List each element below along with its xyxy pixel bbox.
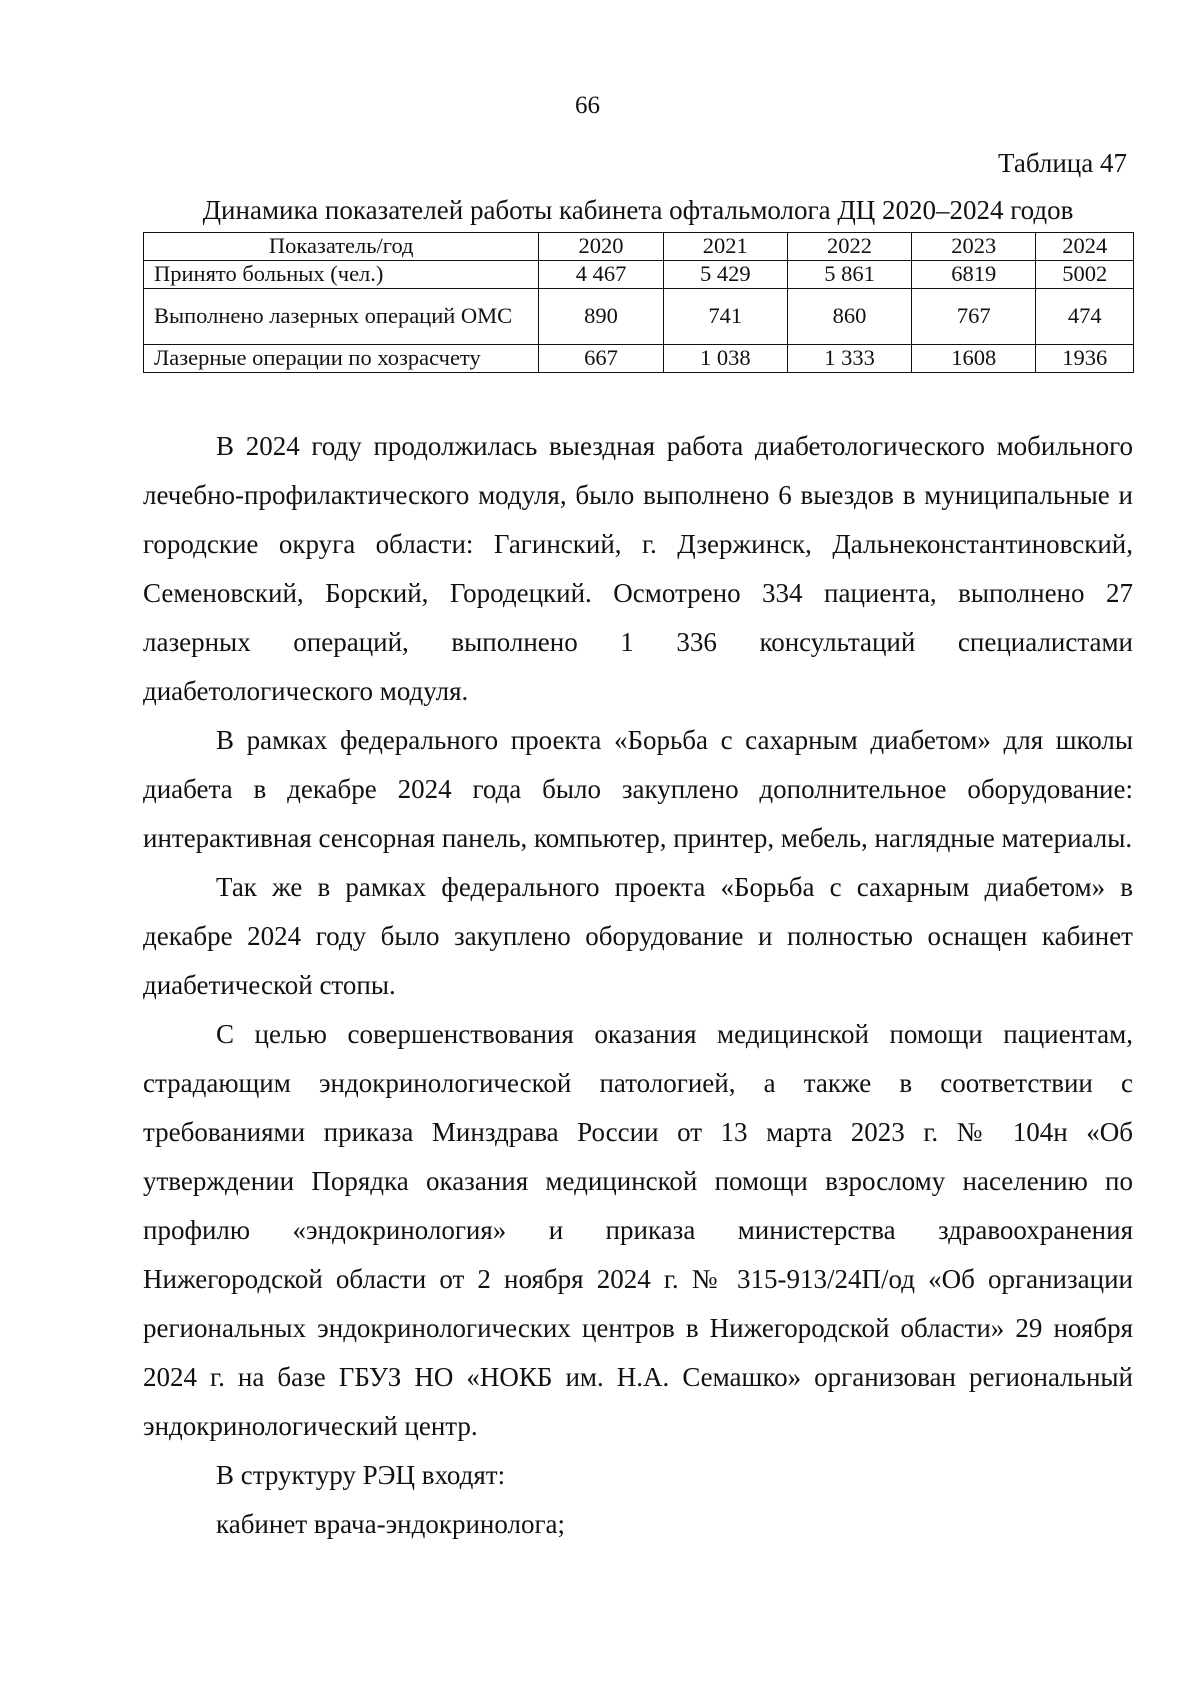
table-number: Таблица 47: [998, 148, 1127, 178]
paragraph: В структуру РЭЦ входят:: [216, 1460, 506, 1490]
table-cell: 890: [539, 289, 663, 345]
paragraph: Так же в рамках федерального проекта «Борьба с сахарным диабетом» в декабре 2024 году было закуплено оборудование и полностью оснащен кабинет диабетической стопы.: [143, 872, 1133, 1000]
table-cell: 1 038: [663, 345, 787, 373]
table-cell: 5002: [1036, 261, 1134, 289]
table-cell: 4 467: [539, 261, 663, 289]
table-cell: 860: [787, 289, 911, 345]
table-row: [144, 289, 1134, 345]
header-year-2023: 2023: [912, 233, 1036, 261]
row-label: Выполнено лазерных операций ОМС: [144, 289, 539, 345]
header-year-2022: 2022: [787, 233, 911, 261]
table-caption: Динамика показателей работы кабинета офтальмолога ДЦ 2020–2024 годов: [202, 195, 1074, 225]
table-header-row: [144, 233, 1134, 261]
paragraph: С целью совершенствования оказания медицинской помощи пациентам, страдающим эндокринологической патологией, а также в соответствии с требованиями приказа Минздрава России от 13 марта 2023 г. № 104н «Об утверждении Порядка оказания медицинской помощи взрослому населению по профилю «эндокринология» и приказа министерства здравоохранения Нижегородской области от 2 ноября 2024 г. № 315-913/24П/од «Об организации региональных эндокринологических центров в Нижегородской области» 29 ноября 2024 г. на базе ГБУЗ НО «НОКБ им. Н.А. Семашко» организован региональный эндокринологический центр.: [143, 1019, 1133, 1441]
table-cell: 5 861: [787, 261, 911, 289]
header-year-2024: 2024: [1036, 233, 1134, 261]
table-cell: 741: [663, 289, 787, 345]
table-cell: 667: [539, 345, 663, 373]
paragraph: В 2024 году продолжилась выездная работа диабетологического мобильного лечебно-профилактического модуля, было выполнено 6 выездов в муниципальные и городские округа области: Гагинский, г. Дзержинск, Дальнеконстантиновский, Семеновский, Борский, Городецкий. Осмотрено 334 пациента, выполнено 27 лазерных операций, выполнено 1 336 консультаций специалистами диабетологического модуля.: [143, 431, 1133, 706]
row-label: Лазерные операции по хозрасчету: [144, 345, 539, 373]
row-label: Принято больных (чел.): [144, 261, 539, 289]
table-row: [144, 345, 1134, 373]
ophthalmology-stats-table: [143, 232, 1134, 373]
table-cell: 1 333: [787, 345, 911, 373]
table-cell: 5 429: [663, 261, 787, 289]
table-cell: 1936: [1036, 345, 1134, 373]
page-number: 66: [575, 92, 600, 119]
header-year-2020: 2020: [539, 233, 663, 261]
table-cell: 474: [1036, 289, 1134, 345]
header-year-2021: 2021: [663, 233, 787, 261]
body-text: [143, 422, 1133, 1549]
header-indicator: Показатель/год: [144, 233, 539, 261]
table-cell: 6819: [912, 261, 1036, 289]
paragraph: кабинет врача-эндокринолога;: [216, 1509, 566, 1539]
table-cell: 767: [912, 289, 1036, 345]
table-row: [144, 261, 1134, 289]
paragraph: В рамках федерального проекта «Борьба с сахарным диабетом» для школы диабета в декабре 2024 года было закуплено дополнительное оборудование: интерактивная сенсорная панель, компьютер, принтер, мебель, наглядные материалы.: [143, 725, 1133, 853]
table-cell: 1608: [912, 345, 1036, 373]
